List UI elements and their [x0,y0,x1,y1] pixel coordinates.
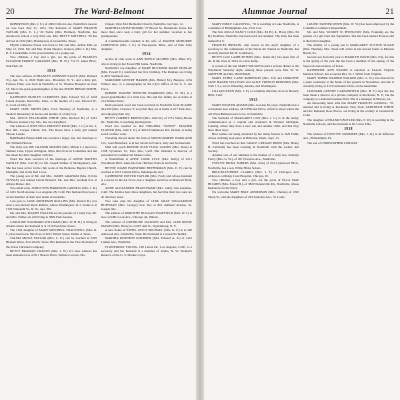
news-paragraph: MARY TOBER WARNER WALKER (Mrs. S. W.) was married in a quiet ceremony at the home of her parents in November, and she is currently living at 415 Eastbourne Drive, in the meantime. [303,76,394,89]
news-paragraph: LEONARD GENTRY CARSONFIELD (Mrs. H. T.) says she has been made a director of a private company at Rochester, N. Y., but the company is a national business firm. She is a manager in Macon, Ga. [303,88,394,101]
news-paragraph: KATHERINE ANN WOODS is enrolled at Eastern Virginia Medical School, has accepted Mrs. W. J. Willis from Virginia. [303,67,394,76]
news-paragraph: The first child of NANCY COLE (Mrs. Ed H.) Jr., Harry (Mrs. Ed H.) Dobbins, Nashville, has been born last summer. The baby has been named Ed Jr. [208,30,299,43]
news-paragraph: Second son born this year is MARILYN DAVIS (Mrs. Ed), for this is the spring of the year she has been a member of the spring, of the Stopcock Association, of Texas. [303,55,394,68]
left-page-column-1 [6,22,97,396]
news-paragraph: Best wishes are being extended by her many friends to JAN FAIR, whose wedding took place in Bellevue, Wash., Sept. 15. [208,132,299,141]
news-paragraph: TALMA MICKS TAYLOR (Mrs. C. E.) can be reached at 5205 Hialeah Drive, Fort Worth, Texas. Her husband is the Vice-President of the Texas Christian Company. [6,236,97,249]
news-paragraph: The new address of FRANCES JOHNSON SAUCE (Mrs. Richard W.), Apt. No. 4, 2020 Ninth Ave., Brooklyn, N. Y., and a little girl, Frances Ellen, was born in Nashville at St. Thomas Hospital on June 10. She is the great-granddaughter of the late JESSIE BRYAN SMITH, Louisville. [6,74,97,95]
news-paragraph: Mail will reach BONNIE JEAN FLICK GOODY (Mrs. Peter) at 1508 Sycamore St., Palo Alto, Calif. Her husband is director of personnel in Commercial Mouse Cafes. [101,144,192,158]
right-page-column-1 [208,22,299,396]
left-page-column-2 [101,22,192,396]
news-paragraph: BARBARA HAGGARD has reached a happy day, her marriage to Mr. William Horton. [6,136,97,145]
news-paragraph: The mother of a young son is MARGARET SUTTON SLOAN (Mrs. Thomas). Mrs. Sloan will arrive in her newest home at Mission Beach, Pa. [303,42,394,56]
left-header-rule [6,18,192,19]
news-paragraph: CATHERINE POTTER TAYLOR (Mrs. Fred) and whose husband is a doctor in the Air Force, has a daughter and lives at Maxwell Field, Ala. [101,173,192,187]
news-paragraph: MARTHA KENNEDY KOERNER (Mrs. Edward A. Jr.) of 1416 Linden Ave., Nashville. [101,236,192,245]
right-page-header [204,5,400,17]
right-page-title: Alumnae Journal [242,6,308,16]
news-paragraph: A Commonwealth resident is the wife of JOANNE McMURRY COMSTOCK (Mrs. J. E.) of Pascagoula, Miss., and of their baby daughter. [101,38,192,51]
news-paragraph: BETTY LOU LAMB PETERS (Mrs. James M.) has been first of all, in the class of 1934, in a new home. [208,55,299,64]
class-year-heading: 1934 [142,52,151,57]
news-paragraph: ROBBIE JOANNE SPENCER HARRISON (Mrs. W. M.) is a proud grandmother of a little boy. She and her family are at home at 214 Walnut Drive. [101,90,192,104]
news-paragraph: An interesting letter tells that MARY FRANCES GASKILL, '35, married and is living at Rochester, New York; GERTRUDE WHITE and her husband, Rose Pierce, are living in the country at Greenwich, Conn. [303,100,394,118]
news-paragraph: ANNE ALEXANDER BEAUCHAMP (Mrs. John), San Anselmo, Calif. The Kiddos have three daughters, but feel that their two sons are all that they need. [101,186,192,199]
news-paragraph: Chapel, West End Methodist Church, Nashville, last Sept. 12. [105,22,184,26]
news-paragraph: BETTY CORBITT BROWN (Mrs. John W.) of 1731 Valley Brook Dr., Nashville, is teaching kindergarten. [101,115,192,124]
right-page-column-2 [303,22,394,396]
news-paragraph: A new home of ETHEL JOYCE MICHAEL (Mrs. K. P.) is at 200 Ashwood Ave., Nashville, Tenn. Her husband is a research chemist. [101,227,192,237]
news-paragraph: FRANCES BRITAIN, who leaves in the April daughter of a secretary to the commander of the Naval Air Station in Nashville, has recently married Mr. B. Goldsberry. [208,42,299,56]
news-paragraph: The daughter of FRANK'S BUTLER (Mrs. F. W.) is teaching in the Nashville schools, and her husband is Dr. Cleve Ellis. [303,117,394,126]
news-paragraph: The 1300 daughter of MARY MITCHELL TRACEWELL (Mrs. R. L.) has been born. She lives at 4015 Nichol Street, Dallas 4, Texas. [6,227,97,237]
news-paragraph: MARY WEAVER ADAMS (Mrs. Gordon M.) says, Nashville has a convenient new address, 1813 Hilcrest Drive, which is about where the old Ward-Belmont used to be, in Nashville. [208,103,299,116]
right-page-number: 21 [385,6,394,16]
news-paragraph: MARTHA LOUISE MOORE, '37 Brown St., Beaumont, Texas, has more than once took a baby girl for her summer vacation to her grandparents. [101,26,192,39]
news-paragraph: MARY ETHEL LANE ROBINSON (Mrs. Ed) and DOROTHY JANE BAKER SULLIVAN and ALICE FRENCH REDFORD (Mrs. Tom J. S.), are in Wheeling, Atlanta, and Washington. [208,76,299,89]
news-paragraph: A cousin of the late MARY WILSON hosted a private dinner at the Wardmont Saturday night. Among those present were Mrs. W. W. GRIFFITH and Mrs. BOWMAN. [208,63,299,76]
news-paragraph: BETTIE JOANE HANSFORD HEFFERMAN (Mrs. E. F.) can be reached at 1015 Central Drive, Indianapolis, Ind. [101,165,192,174]
news-paragraph: Mr. and Mrs. WOODY W. BYINGTON (Mrs. Franklin) are the parents of a girl born last September. She has been named Frances and is their third daughter. [303,30,394,43]
news-paragraph: Mr. and Mrs. MAURY WALLER are the parents of a baby boy. Mr. and Mrs. Waller are still living at 3806 Park Avenue. [6,211,97,220]
class-year-heading: 1935 [249,98,258,102]
news-paragraph: Word has reached us that GRACE CREAGH BOND (Mrs. Henry B. Caldwell) has been working in Nashville with the Ladies' Aid Society. [208,140,299,153]
news-paragraph: The husband of MARGARET COX (Mrs. J. L.) is in the Army, commissioned as a captain and stationed in Western Michigan, Lansing, where they have a new son and another child, and that they have three boys. [208,115,299,133]
news-paragraph: Another one of our alumnae is the mother of a baby boy. Kathryn Fancy (Mrs. G. W.), of 201 Florence Ave., Nashville. [208,153,299,162]
news-paragraph: Two children, a boy and a girl, are the pride of ELLA MAE HUGHES (Mrs. Ernest H.), of 3820 Nolensville Rd., Nashville, whose husband is in the Navy. [208,178,299,191]
left-page-title: The Ward-Belmont [74,6,145,16]
class-year-heading: 1930 [47,68,56,73]
news-paragraph: The address of DOROTHY DUGGAN SWAFFIELD (Mrs. W. J.) is now at 6481 Cook Ave., Chicago 44, Illinois. [101,211,192,220]
class-year-heading: 1938 [344,127,353,132]
news-paragraph: FLOWERDAY YOUNG, 198 Lenox Dr., Los Angeles, Calif., is a secretary and her husband is a member of Aruba, N. W. Women's Reserve of the U. S. Marine Corps. [101,244,192,257]
news-paragraph: Active in club work is ANN BOYLE McGHEE (Mrs. Mike W.), who is living in her Forest Hill home, Nashville. [101,57,192,66]
news-paragraph: The address of JUNE NELL PREWITT ROSE (Mrs. J. C.) is No. 2, Box 661, Corpus Christi, Tex. The Roses have a baby girl named Sharon Louise. [6,123,97,137]
news-paragraph: Last year to JANE ANDERSON ROLLINS (Mrs. Robert B.) was born a son, Robert Ryan Rollins, whose Washington, D. C. home is at 1509 Sixteenth St., N. W., Apt. 302. [6,198,97,212]
news-paragraph: LILLIAN KEEN (Mrs. I. F.) a Columbia librarian, lives in Beverly Hills, Calif. [208,88,299,97]
news-paragraph: BRUCKLEY/HERE CLARK's (Mrs. I. F.) of Chicago's new address is at Ridge Crest Hospital, Chicago, Ill. [208,169,299,178]
left-page-header [0,5,196,17]
right-header-rule [208,18,394,19]
news-paragraph: The son of CHRISTOPHER LINDSAY [307,140,358,145]
news-paragraph: LOUISE TANNER OWEN (Mrs. W. W.) has been employed by the Columbia Commerce Department. [303,22,394,31]
news-paragraph: A Nashvillian is ANNE COOK LYLE (Mrs. Kelly) of 2211 Woodmont Blvd. Anne has four children, Patricia and Kelly. [101,157,192,166]
news-paragraph: The address of FAYETTE SOMMERS (Mrs. J. D.) is 42 Jefferson Ave., Philadelphia, Pa. [303,132,394,141]
news-paragraph: Two children, a boy and a girl, are the pride of FRANCES ELEANOR PRIDDY CARAWAY (Mrs. H. W.), 712 N. Ames Blvd., Oak Park, Ill. [6,55,97,68]
news-paragraph: Word has reached us that VIRGINIA "SUNNY" FRAZIER FLOWER (Mrs. John T. Jr.) of 4924 Frankmoore Rd., Detroit, is doing social welfare work. [101,123,192,137]
news-paragraph: Traveling abroad under the firm of MONTGOMERY WARD AND CO., Joan Bransford, is in her travels in France, Italy and Switzerland. [101,136,192,145]
news-paragraph: MARY EMILY CALDWELL, '35 is teaching at Lake Nashville, is a member of Birmingham, Ala., First Cav. [208,22,299,31]
news-paragraph: The address of GERTRUDE JACKSON and Mrs. JANE REESE MASON (Mrs. Harry) is at 607 Ash St., Ogdensburg, N. Y. [101,219,192,228]
news-paragraph: ROBERTSON (Mrs. I. E.) of 2600 Clifton Lane, Nashville's newest tot was born July 21, 1931. The husband of MARY HEATON TAYLOR (Mrs. E. L.) '29 Treble (Mrs. Holmes), Nashville, has enrolled in school a very little one. Mrs. BETTY MITCHELL '30 has arrived in 1932 (Mrs. Henderson) of Greenville, Texas. [6,22,97,43]
news-paragraph: MARJORIE GENTRY HARRIS (Mrs. Hubert M.), Burgess, 1234 Willow Ave., is a stenographer in the City's Office of the U. S. Air Force. [101,78,192,91]
news-paragraph: Two small sons, JUDD LYNN HARRISON CARNELL (Mrs. J. D.) of 1401 North Avenue, Los Angeles 28, Calif. Her husband has been a recent member of their new home in Glendale. [6,186,97,199]
news-paragraph: Two sons plus the daughter of JANE GRAY WILLIAMSON HUFFMAN (Mrs. George) now live at 801 Ashland Avenue, St. Joseph, Mo. [101,198,192,212]
book-gutter [196,0,204,400]
news-paragraph: We welcome MARY HOLT ANDERSON (Mrs. Charles) of 1302 Sharp St., and the daughters of 204 Saturday Ave., St. Louis. [208,190,299,199]
news-paragraph: The baby son JOE CRANOR MOODY (Mrs. Milton L.) moved to Sumner Lane, Upper Arlington, Ohio. Rita lives in Columbus and she has taken her little daughter with her. [6,144,97,158]
news-paragraph: KATHLEEN DUDLEY CLEMENTS (Mrs. Edward W.) of 1618 Laurel Avenue, Knoxville, Tenn., is the mother of a son, Edward W., Jr., born on May 10. [6,94,97,108]
news-paragraph: MARY JANE SMITH (Mrs. Ford Thomas) of Nashville, is a medical missionary in Korea and mother of a baby boy. [6,107,97,116]
left-page-number: 20 [6,6,15,16]
news-paragraph: BETTY BRAMAN CRAVEN (Mrs. I. W.) Jr.'s new address has been announced as of 811 Sharon Drive, Webster Groves, Mo. [6,248,97,257]
news-paragraph: Kind personal word has been received in Nashville from ELAINE ALLEN (Mrs. Clarence T. Lee) that they are at home at 617 Park Ave., and enjoying their city. [101,103,192,116]
news-paragraph: CAROLINE WOODARD WILLIAMS (Mrs. W. H. B.) is living in Atlanta where her husband is at 1310 Peachtree Street. [6,219,97,228]
news-paragraph: EVELYN HICKS SOBERS (Mrs. Jack) of 614 Lynnwood Blvd., Nashville, has a son, Willie Hicks Sobers. [208,161,299,170]
news-paragraph: Mrs. JOYCE PELLEGRINI WHITE (Mrs. Richard B.) of 2201 Jefferson, Kansas City, Mo., has two daughters. [6,115,97,124]
news-paragraph: Word has been received of the marriage of ANNIE HAVENS SAVILLE (Mrs. Carl M.) to Mr. Joseph Walker of Montgomery, Ala. She has been active in the club work of the Bellevue Baptist Church, Memphis, and in the Red Cross. [6,157,97,174]
news-paragraph: The young son of Mr. and Mrs. JAMES GRAHAM (Mrs. JULIA TUSSLE) was named David Bernard. Mr. and Mrs. Graham live at Albion Manor, Ind. [6,173,97,187]
news-paragraph: Nashville's top daughter of MARY BUCKNER MARY DUNLAP (Mrs. Powell E.) celebrated her first birthday. The Dunlaps are living at 4011 Seminole Ave. [101,65,192,79]
news-paragraph: Phyllis Catherine Eason was born to Mr. and Mrs. Arthur Ellis on May 12, 1932. Mr. and Mrs. Frank Shearer, Jackson, (Mrs. I. R.) Mrs. R. F. Loudermilk, is the proud mother of a young son. [6,42,97,56]
